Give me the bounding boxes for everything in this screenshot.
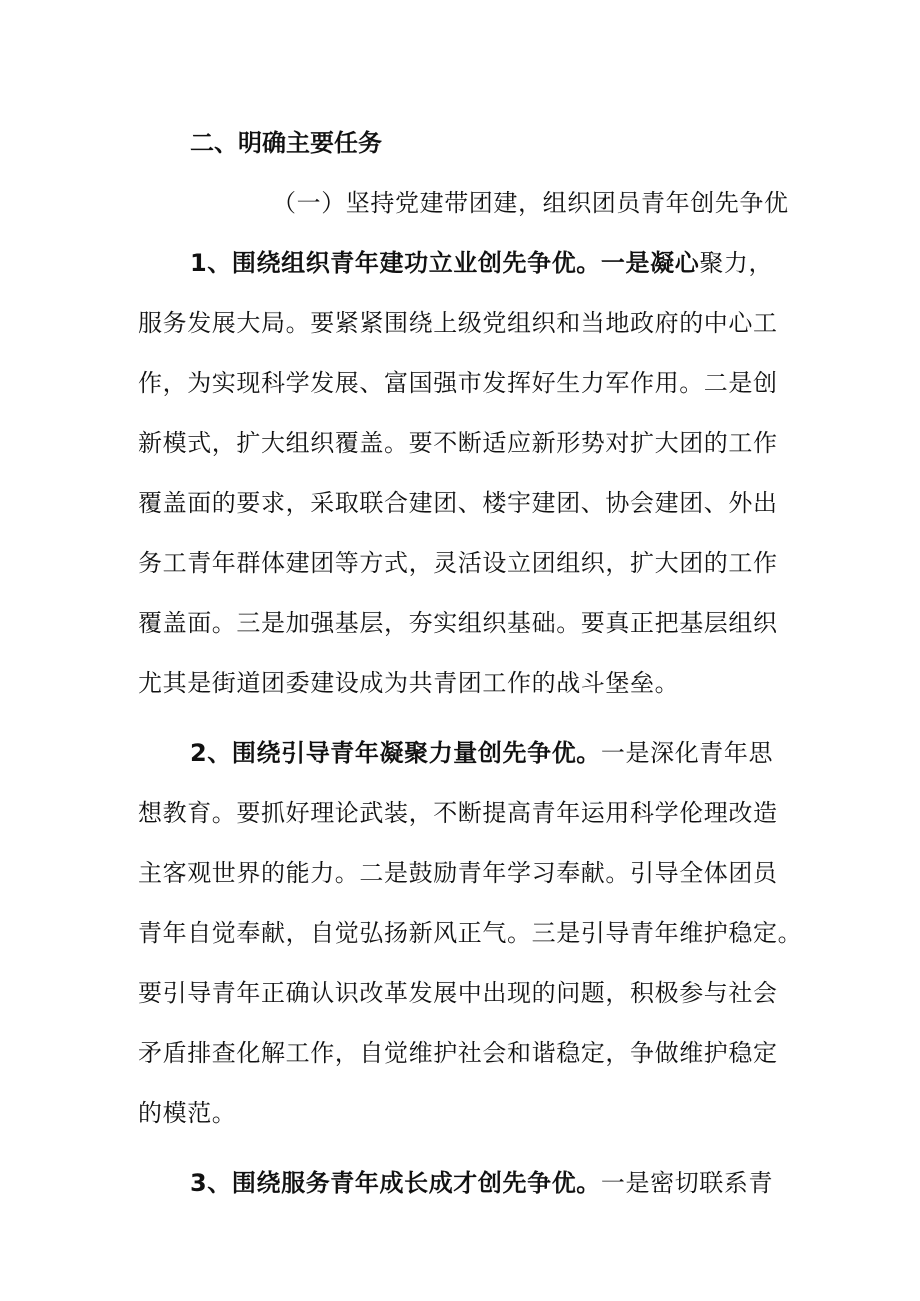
paragraph-1-line: 新模式，扩大组织覆盖。要不断适应新形势对扩大团的工作 — [138, 429, 778, 457]
paragraph-2-line: 想教育。要抓好理论武装，不断提高青年运用科学伦理改造 — [138, 799, 778, 827]
paragraph-2-lead: 2、围绕引导青年凝聚力量创先争优。 — [190, 739, 601, 767]
paragraph-1-first-line — [190, 247, 773, 279]
paragraph-3-lead: 3、围绕服务青年成长成才创先争优。 — [190, 1169, 601, 1197]
paragraph-2-line: 要引导青年正确认识改革发展中出现的问题，积极参与社会 — [138, 979, 778, 1007]
paragraph-1-line: 服务发展大局。要紧紧围绕上级党组织和当地政府的中心工 — [138, 309, 778, 337]
section-heading: 二、明确主要任务 — [190, 129, 382, 157]
paragraph-1-line: 作，为实现科学发展、富国强市发挥好生力军作用。二是创 — [138, 369, 778, 397]
paragraph-2-line: 的模范。 — [138, 1099, 237, 1127]
paragraph-1-line: 覆盖面的要求，采取联合建团、楼宇建团、协会建团、外出 — [138, 489, 778, 517]
paragraph-1-lead: 1、围绕组织青年建功立业创先争优。一是凝心 — [190, 249, 700, 277]
subsection-heading: （一）坚持党建带团建，组织团员青年创先争优 — [272, 189, 789, 217]
paragraph-2-line: 矛盾排查化解工作，自觉维护社会和谐稳定，争做维护稳定 — [138, 1039, 778, 1067]
paragraph-2-first-line-rest: 一是深化青年思 — [600, 739, 774, 767]
paragraph-2-line: 主客观世界的能力。二是鼓励青年学习奉献。引导全体团员 — [138, 859, 778, 887]
paragraph-3-first-line — [190, 1167, 773, 1199]
paragraph-1-line: 覆盖面。三是加强基层，夯实组织基础。要真正把基层组织 — [138, 609, 778, 637]
paragraph-2-line: 青年自觉奉献，自觉弘扬新风正气。三是引导青年维护稳定。 — [138, 919, 803, 947]
paragraph-3-first-line-rest: 一是密切联系青 — [600, 1169, 774, 1197]
paragraph-1-line: 尤其是街道团委建设成为共青团工作的战斗堡垒。 — [138, 669, 680, 697]
paragraph-2-first-line — [190, 737, 773, 769]
paragraph-1-line: 务工青年群体建团等方式，灵活设立团组织，扩大团的工作 — [138, 549, 778, 577]
paragraph-1-first-line-rest: 聚力， — [699, 249, 774, 277]
